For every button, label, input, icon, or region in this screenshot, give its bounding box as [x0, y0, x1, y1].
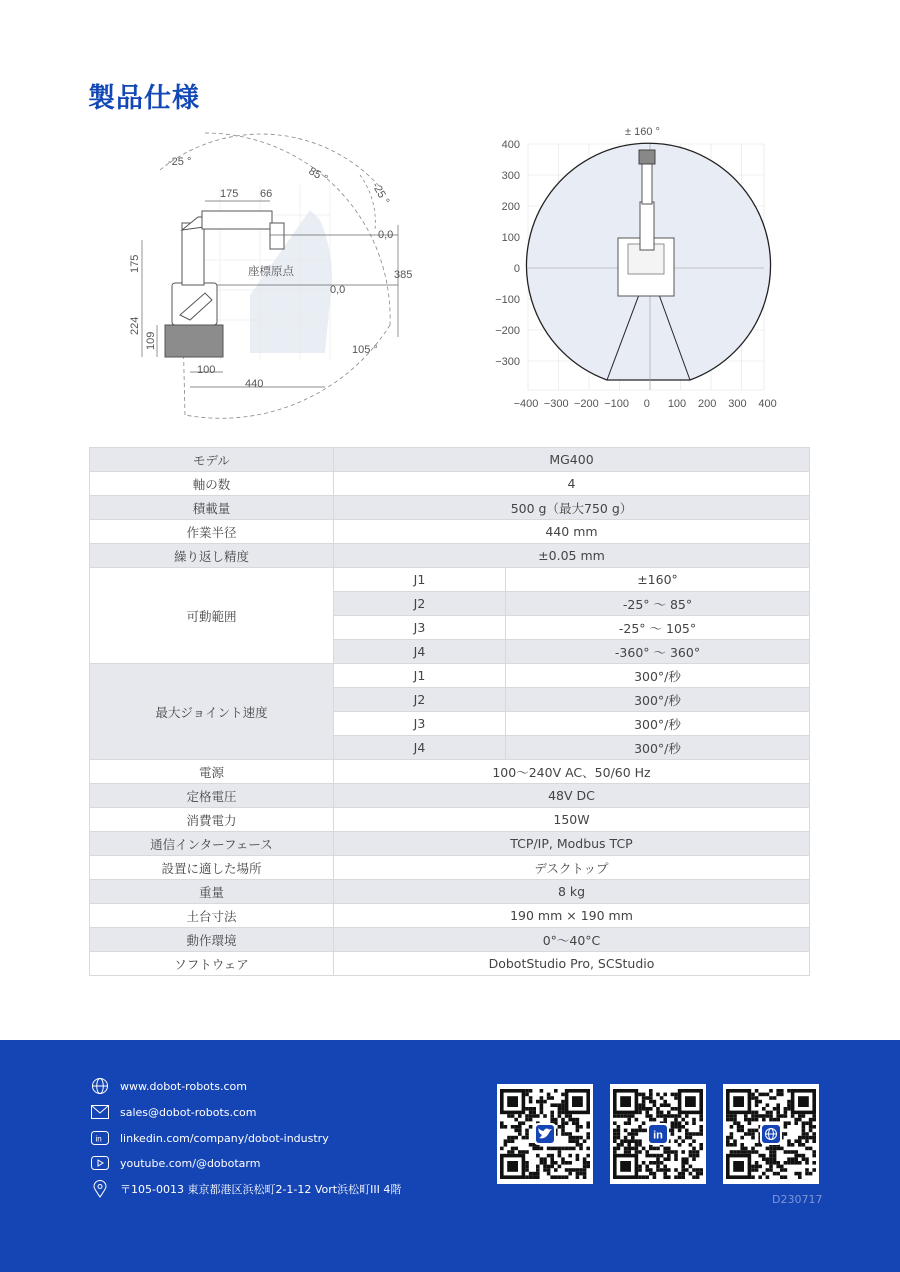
- qr-code-twitter[interactable]: [497, 1084, 593, 1184]
- table-row: [90, 904, 810, 928]
- spec-value: 4: [334, 472, 810, 496]
- joint-label: J1: [334, 568, 506, 592]
- linkedin-icon: [90, 1128, 110, 1148]
- angle-label: 105 °: [352, 344, 378, 356]
- spec-value: TCP/IP, Modbus TCP: [334, 832, 810, 856]
- table-row: [90, 496, 810, 520]
- spec-label: 動作環境: [90, 928, 334, 952]
- y-tick-label: 200: [501, 201, 520, 213]
- joint-label: J3: [334, 712, 506, 736]
- spec-value: DobotStudio Pro, SCStudio: [334, 952, 810, 976]
- spec-label: 最大ジョイント速度: [90, 664, 334, 760]
- dimension-label: 100: [197, 364, 216, 376]
- y-tick-label: −300: [495, 356, 520, 368]
- table-row: [90, 520, 810, 544]
- linkedin-link[interactable]: linkedin.com/company/dobot-industry: [120, 1131, 329, 1145]
- dimension-label: 385: [394, 269, 413, 281]
- table-row: [90, 472, 810, 496]
- dimension-label: 224: [129, 316, 141, 335]
- youtube-icon: [90, 1153, 110, 1173]
- website-link[interactable]: www.dobot-robots.com: [120, 1079, 247, 1093]
- spec-label: 積載量: [90, 496, 334, 520]
- spec-label: 重量: [90, 880, 334, 904]
- spec-value: 0°～40°C: [334, 928, 810, 952]
- spec-table: [89, 447, 810, 976]
- y-tick-label: 300: [501, 170, 520, 182]
- spec-label: 軸の数: [90, 472, 334, 496]
- table-row: [90, 928, 810, 952]
- y-tick-label: 0: [513, 263, 520, 275]
- x-tick-label: 0: [643, 398, 650, 410]
- email-contact[interactable]: [90, 1102, 257, 1122]
- angle-label: -25 °: [168, 156, 192, 168]
- joint-value: ±160°: [506, 568, 810, 592]
- angle-label: -25 °: [369, 180, 392, 207]
- table-row: [90, 760, 810, 784]
- dimension-label: 175: [220, 188, 239, 200]
- y-tick-label: 400: [501, 139, 520, 151]
- dimension-label: 440: [245, 378, 264, 390]
- page-title: 製品仕様: [88, 83, 200, 114]
- x-tick-label: 200: [698, 398, 717, 410]
- joint-label: J4: [334, 736, 506, 760]
- spec-value: デスクトップ: [334, 856, 810, 880]
- spec-value: MG400: [334, 448, 810, 472]
- spec-label: ソフトウェア: [90, 952, 334, 976]
- spec-value: 440 mm: [334, 520, 810, 544]
- joint-value: 300°/秒: [506, 688, 810, 712]
- spec-label: 電源: [90, 760, 334, 784]
- spec-label: 通信インターフェース: [90, 832, 334, 856]
- x-tick-label: −400: [513, 398, 539, 410]
- joint-value: -25° ～ 105°: [506, 616, 810, 640]
- table-row: [90, 664, 810, 688]
- address-text: 〒105-0013 東京都港区浜松町2-1-12 Vort浜松町III 4階: [120, 1183, 402, 1196]
- top-view-diagram: [490, 122, 780, 422]
- document-code: D230717: [772, 1193, 823, 1206]
- joint-label: J2: [334, 688, 506, 712]
- joint-value: -360° ～ 360°: [506, 640, 810, 664]
- svg-text:in: in: [95, 1134, 102, 1144]
- spec-label: 定格電圧: [90, 784, 334, 808]
- email-link[interactable]: sales@dobot-robots.com: [120, 1105, 257, 1119]
- y-tick-label: −200: [495, 325, 520, 337]
- qr-code-linkedin[interactable]: [610, 1084, 706, 1184]
- table-row: [90, 808, 810, 832]
- table-row: [90, 880, 810, 904]
- joint-value: -25° ～ 85°: [506, 592, 810, 616]
- spec-value: ±0.05 mm: [334, 544, 810, 568]
- joint-label: J3: [334, 616, 506, 640]
- location-pin-icon: [90, 1179, 110, 1199]
- spec-label: モデル: [90, 448, 334, 472]
- dimension-label: 175: [129, 254, 141, 273]
- footer: [0, 1040, 900, 1272]
- globe-icon: [90, 1076, 110, 1096]
- spec-label: 可動範囲: [90, 568, 334, 664]
- angle-label: 85 °: [306, 165, 330, 186]
- spec-value: 150W: [334, 808, 810, 832]
- svg-text:in: in: [653, 1129, 663, 1142]
- x-tick-label: −100: [604, 398, 629, 410]
- spec-value: 48V DC: [334, 784, 810, 808]
- table-row: [90, 568, 810, 592]
- table-row: [90, 448, 810, 472]
- table-row: [90, 952, 810, 976]
- table-row: [90, 856, 810, 880]
- y-tick-label: −100: [495, 294, 520, 306]
- x-tick-label: −200: [574, 398, 599, 410]
- coordinate-label: 0,0: [378, 229, 394, 241]
- rotation-label: ± 160 °: [625, 126, 660, 138]
- joint-label: J4: [334, 640, 506, 664]
- qr-code-website[interactable]: [723, 1084, 819, 1184]
- spec-value: 190 mm × 190 mm: [334, 904, 810, 928]
- website-contact[interactable]: [90, 1076, 247, 1096]
- coordinate-label: 0,0: [330, 284, 346, 296]
- spec-label: 消費電力: [90, 808, 334, 832]
- youtube-link[interactable]: youtube.com/@dobotarm: [120, 1156, 261, 1170]
- y-tick-label: 100: [501, 232, 520, 244]
- joint-label: J1: [334, 664, 506, 688]
- table-row: [90, 544, 810, 568]
- table-row: [90, 832, 810, 856]
- x-tick-label: 100: [667, 398, 687, 410]
- mail-icon: [90, 1102, 110, 1122]
- joint-value: 300°/秒: [506, 664, 810, 688]
- address-contact: [90, 1179, 401, 1199]
- joint-value: 300°/秒: [506, 712, 810, 736]
- x-tick-label: 300: [728, 398, 747, 410]
- joint-value: 300°/秒: [506, 736, 810, 760]
- spec-label: 作業半径: [90, 520, 334, 544]
- youtube-contact[interactable]: [90, 1153, 260, 1173]
- dimension-label: 66: [260, 188, 273, 200]
- linkedin-contact[interactable]: [90, 1128, 329, 1148]
- table-row: [90, 784, 810, 808]
- spec-label: 土台寸法: [90, 904, 334, 928]
- joint-label: J2: [334, 592, 506, 616]
- x-tick-label: −300: [543, 398, 569, 410]
- origin-label: 座標原点: [248, 266, 294, 278]
- spec-value: 500 g（最大750 g）: [334, 496, 810, 520]
- side-view-diagram: [120, 125, 420, 425]
- spec-value: 100～240V AC、50/60 Hz: [334, 760, 810, 784]
- x-tick-label: 400: [758, 398, 777, 410]
- dimension-label: 109: [145, 331, 157, 350]
- spec-label: 繰り返し精度: [90, 544, 334, 568]
- spec-value: 8 kg: [334, 880, 810, 904]
- spec-label: 設置に適した場所: [90, 856, 334, 880]
